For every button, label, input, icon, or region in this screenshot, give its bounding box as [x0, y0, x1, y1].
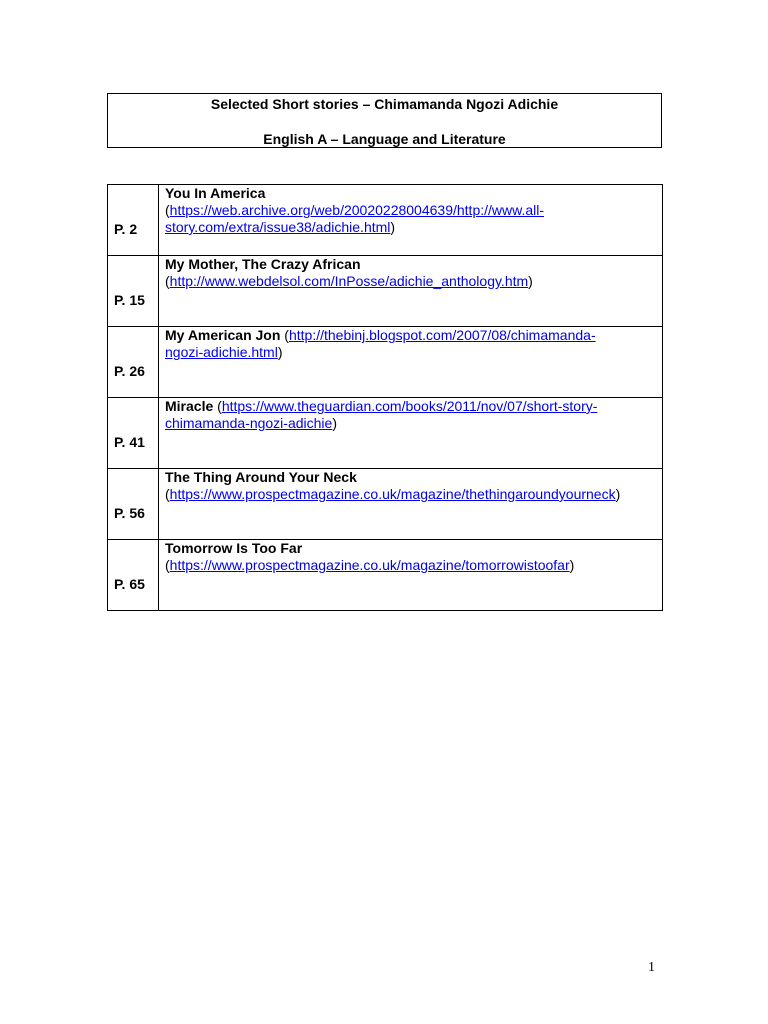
story-title: You In America [165, 185, 266, 201]
story-link-text: https://www.theguardian.com/books/2011/nov/07/short-story- [221, 398, 598, 414]
story-link-text: http://thebinj.blogspot.com/2007/08/chimamanda- [288, 327, 596, 343]
page-reference: P. 56 [108, 469, 159, 540]
story-link[interactable] [170, 273, 529, 289]
story-title: My Mother, The Crazy African [165, 256, 361, 272]
story-cell: Miracle (https://www.theguardian.com/books/2011/nov/07/short-story- chimamanda-ngozi-adichie) [159, 398, 663, 469]
story-link-text: https://www.prospectmagazine.co.uk/magazine/tomorrowistoofar [169, 557, 570, 573]
document-header [107, 93, 662, 148]
table-row [108, 398, 663, 469]
page-reference: P. 26 [108, 327, 159, 398]
page-reference: P. 2 [108, 185, 159, 256]
story-link-text: ngozi-adichie.html [165, 344, 278, 360]
story-cell: My American Jon (http://thebinj.blogspot.com/2007/08/chimamanda- ngozi-adichie.html) [159, 327, 663, 398]
story-title: My American Jon [165, 327, 281, 343]
document-subtitle: English A – Language and Literature [263, 131, 506, 147]
table-row [108, 327, 663, 398]
story-link[interactable] [170, 557, 570, 573]
story-cell: The Thing Around Your Neck (https://www.prospectmagazine.co.uk/magazine/thethingaroundyourneck) [159, 469, 663, 540]
story-cell: Tomorrow Is Too Far (https://www.prospectmagazine.co.uk/magazine/tomorrowistoofar) [159, 540, 663, 611]
story-link[interactable] [165, 398, 597, 431]
table-row [108, 540, 663, 611]
page-number: 1 [648, 960, 655, 975]
story-link[interactable] [170, 486, 616, 502]
story-link-text: https://www.prospectmagazine.co.uk/magazine/thethingaroundyourneck [169, 486, 616, 502]
story-link-text: https://web.archive.org/web/20020228004639/http://www.all- [169, 202, 545, 218]
story-link-text: chimamanda-ngozi-adichie [165, 415, 333, 431]
story-link-text: story.com/extra/issue38/adichie.html [165, 219, 391, 235]
table-row [108, 469, 663, 540]
table-row [108, 185, 663, 256]
page-reference: P. 15 [108, 256, 159, 327]
story-cell: My Mother, The Crazy African (http://www.webdelsol.com/InPosse/adichie_anthology.htm) [159, 256, 663, 327]
story-title: The Thing Around Your Neck [165, 469, 357, 485]
stories-table [107, 184, 663, 611]
page-reference: P. 65 [108, 540, 159, 611]
story-cell: You In America (https://web.archive.org/web/20020228004639/http://www.all- story.com/extra/issue38/adichie.html) [159, 185, 663, 256]
table-row [108, 256, 663, 327]
story-title: Miracle [165, 398, 214, 414]
story-title: Tomorrow Is Too Far [165, 540, 303, 556]
story-link[interactable] [165, 202, 544, 235]
story-link-text: http://www.webdelsol.com/InPosse/adichie_anthology.htm [169, 273, 529, 289]
page-reference: P. 41 [108, 398, 159, 469]
document-title: Selected Short stories – Chimamanda Ngozi Adichie [210, 96, 559, 112]
